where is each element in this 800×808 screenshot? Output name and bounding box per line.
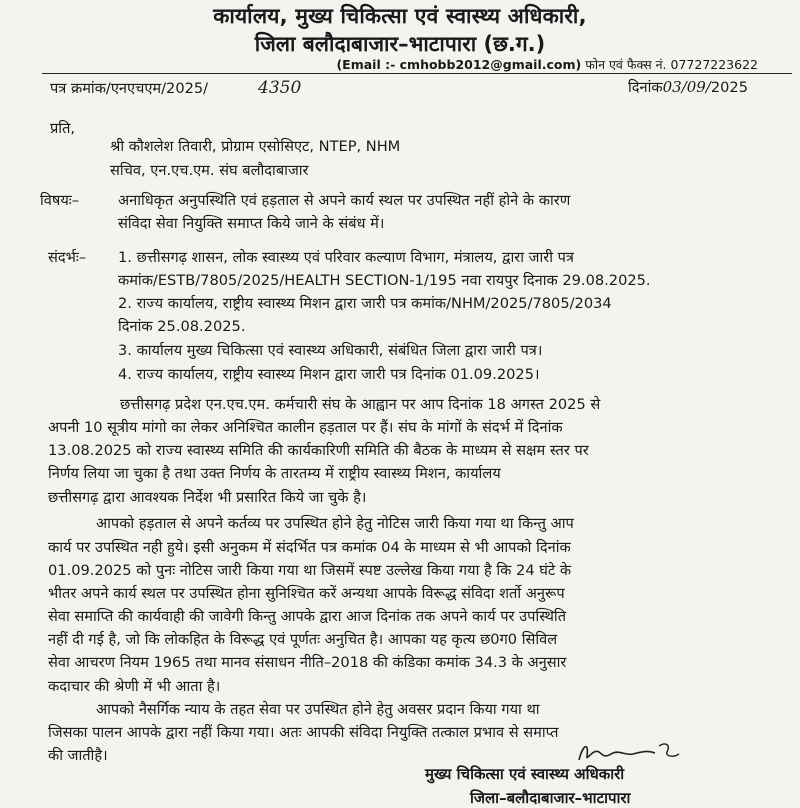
para1-line: 13.08.2025 को राज्य स्वास्थ्य समिति की कार्यकारिणी समिति की बैठक के माध्यम से सक्षम स्तर पर (48, 442, 589, 459)
para2-line: सेवा आचरण नियम 1965 तथा मानव संसाधन नीति–2018 की कंडिका कमांक 34.3 के अनुसार (48, 654, 567, 671)
para3-line: जिसका पालन आपके द्वारा नहीं किया गया। अतः आपकी संविदा नियुक्ति तत्काल प्रभाव से समाप्त (48, 724, 559, 741)
letter-number-label: पत्र क्रमांक/एनएचएम/2025/ (50, 80, 209, 97)
letter-date (628, 77, 748, 97)
reference-item-3: 3. कार्यालय मुख्य चिकित्सा एवं स्वास्थ्य अधिकारी, संबंधित जिला द्वारा जारी पत्र। (118, 342, 543, 359)
signatory-district: जिला–बलौदाबाजार–भाटापारा (470, 789, 631, 807)
prati-label: प्रति, (50, 120, 76, 137)
office-title: कार्यालय, मुख्य चिकित्सा एवं स्वास्थ्य अधिकारी, (213, 4, 587, 28)
para1-line: छत्तीसगढ़ प्रदेश एन.एच.एम. कर्मचारी संघ के आह्वान पर आप दिनांक 18 अगस्त 2025 से (120, 396, 601, 413)
recipient-name: श्री कौशलेश तिवारी, प्रोग्राम एसोसिएट, NTEP, NHM (110, 138, 401, 155)
para2-line: कदाचार की श्रेणी में भी आता है। (48, 678, 221, 695)
date-year: 2025 (710, 79, 748, 96)
para3-line: की जातीहै। (48, 747, 108, 764)
recipient-designation: सचिव, एन.एच.एम. संघ बलौदाबाजार (110, 162, 309, 179)
references-label: संदर्भः– (48, 249, 87, 266)
para2-line: भीतर अपने कार्य स्थल पर उपस्थित होना सुनिश्चित करें अन्यथा आपके विरूद्ध संविदा शर्तो अनुरूप (48, 585, 565, 602)
reference-item-2: 2. राज्य कार्यालय, राष्ट्रीय स्वास्थ्य मिशन द्वारा जारी पत्र कमांक/NHM/2025/7805/2034 (118, 295, 612, 312)
subject-line-1: अनाधिकृत अनुपस्थिति एवं हड़ताल से अपने कार्य स्थल पर उपस्थित नहीं होने के कारण (118, 192, 571, 209)
para3-line: आपको नैसर्गिक न्याय के तहत सेवा पर उपस्थित होने हेतु अवसर प्रदान किया गया था (96, 701, 540, 718)
header-divider (42, 73, 792, 74)
subject-line-2: संविदा सेवा नियुक्ति समाप्त किये जाने के संबंध में। (118, 215, 385, 232)
date-label: दिनांक (627, 79, 663, 96)
para1-line: छत्तीसगढ़ द्वारा आवश्यक निर्देश भी प्रसारित किये जा चुके है। (48, 489, 367, 506)
email-text: (Email :- cmhobb2012@gmail.com) (336, 57, 582, 72)
signature-scribble (575, 738, 685, 766)
subject-label: विषयः– (40, 192, 80, 209)
date-handwritten: 03/09/ (662, 78, 711, 96)
reference-item-1-cont: कमांक/ESTB/7805/2025/HEALTH SECTION-1/195 नवा रायपुर दिनाक 29.08.2025. (118, 272, 651, 289)
para1-line: अपनी 10 सूत्रीय मांगो का लेकर अनिश्चित कालीन हड़ताल पर हैं। संघ के मांगों के संदर्भ में दिनांक (48, 419, 563, 436)
para2-line: कार्य पर उपस्थित नही हुये। इसी अनुकम में संदर्भित पत्र कमांक 04 के माध्यम से भी आपको दिनांक (48, 539, 571, 556)
para1-line: निर्णय लिया जा चुका है तथा उक्त निर्णय के तारतम्य में राष्ट्रीय स्वास्थ्य मिशन, कार्यालय (48, 465, 501, 482)
contact-line (336, 56, 758, 73)
para2-line: आपको हड़ताल से अपने कर्तव्य पर उपस्थित होने हेतु नोटिस जारी किया गया था किन्तु आप (96, 515, 574, 532)
phone-text: फोन एवं फैक्स नं. 07727223622 (585, 57, 758, 72)
para2-line: नहीं दी गई है, जो कि लोकहित के विरूद्ध एवं पूर्णतः अनुचित है। आपका यह कृत्य छ0ग0 सिविल (48, 631, 558, 648)
para2-line: सेवा समाप्ति की कार्यवाही की जावेगी किन्तु आपके द्वारा आज दिनांक तक अपने कार्य पर उपस्थिति (48, 608, 567, 625)
reference-item-4: 4. राज्य कार्यालय, राष्ट्रीय स्वास्थ्य मिशन द्वारा जारी पत्र दिनांक 01.09.2025। (118, 366, 540, 383)
signatory-title: मुख्य चिकित्सा एवं स्वास्थ्य अधिकारी (425, 765, 625, 783)
para2-line: 01.09.2025 को पुनः नोटिस जारी किया गया था जिसमें स्पष्ट उल्लेख किया गया है कि 24 घंटे के (48, 562, 572, 579)
reference-item-1: 1. छत्तीसगढ़ शासन, लोक स्वास्थ्य एवं परिवार कल्याण विभाग, मंत्रालय, द्वारा जारी पत्र (118, 249, 574, 266)
handwritten-letter-number: 4350 (258, 78, 302, 98)
district-title: जिला बलौदाबाजार–भाटापारा (छ.ग.) (254, 32, 546, 56)
reference-item-2-cont: दिनांक 25.08.2025. (118, 318, 246, 335)
